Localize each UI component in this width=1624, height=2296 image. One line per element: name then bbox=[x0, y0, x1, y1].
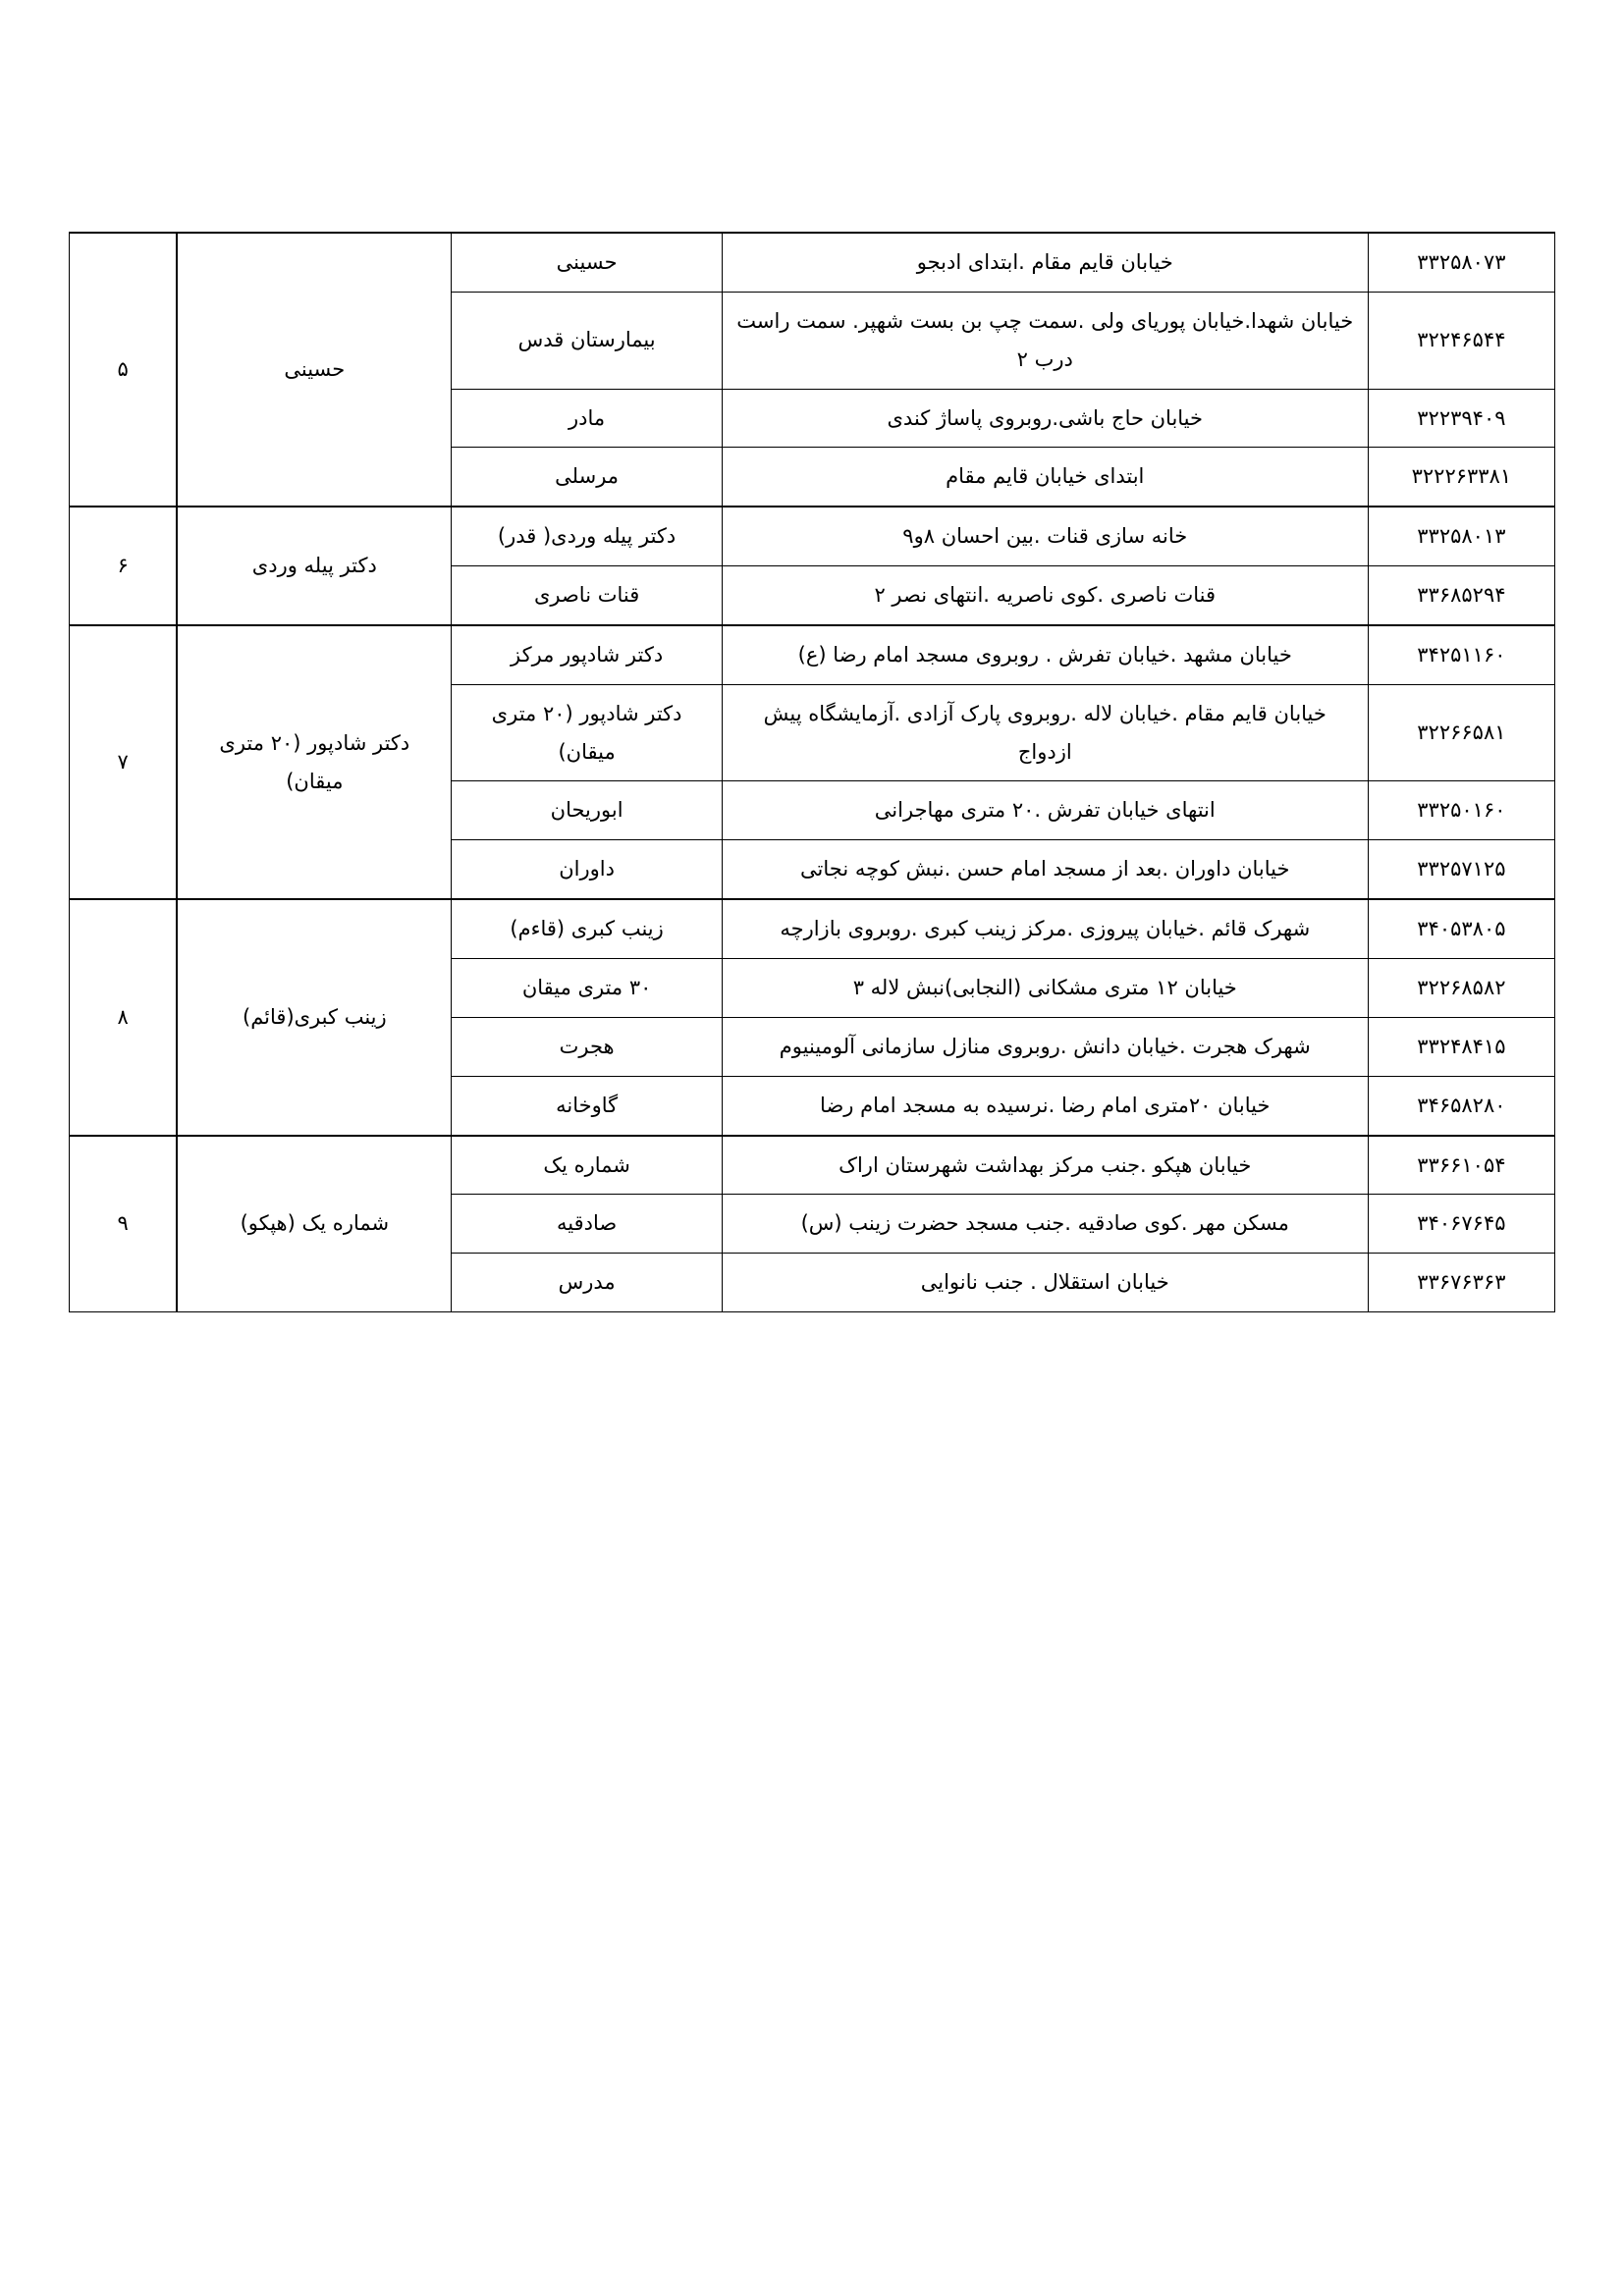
branch-name-cell: مرسلی bbox=[452, 448, 722, 507]
table-row bbox=[70, 233, 1555, 292]
branch-name-cell: گاوخانه bbox=[452, 1076, 722, 1135]
branch-name-cell: قنات ناصری bbox=[452, 566, 722, 625]
branch-name-cell: دکتر شادپور مرکز bbox=[452, 625, 722, 684]
phone-cell: ۳۳۲۴۸۴۱۵ bbox=[1368, 1017, 1554, 1076]
branch-name-cell: حسینی bbox=[452, 233, 722, 292]
group-name-cell: شماره یک (هپکو) bbox=[177, 1136, 452, 1312]
address-cell: خانه سازی قنات .بین احسان ۸و۹ bbox=[722, 507, 1368, 565]
address-cell: قنات ناصری .کوی ناصریه .انتهای نصر ۲ bbox=[722, 566, 1368, 625]
group-name-cell: زینب کبری(قائم) bbox=[177, 899, 452, 1135]
address-cell: خیابان هپکو .جنب مرکز بهداشت شهرستان اراک bbox=[722, 1136, 1368, 1195]
address-cell: شهرک قائم .خیابان پیروزی .مرکز زینب کبری .روبروی بازارچه bbox=[722, 899, 1368, 958]
branch-name-cell: صادقیه bbox=[452, 1195, 722, 1254]
branch-name-cell: داوران bbox=[452, 840, 722, 899]
directory-table-body bbox=[70, 233, 1555, 1312]
phone-cell: ۳۳۲۵۷۱۲۵ bbox=[1368, 840, 1554, 899]
address-cell: انتهای خیابان تفرش .۲۰ متری مهاجرانی bbox=[722, 781, 1368, 840]
address-cell: خیابان قایم مقام .ابتدای ادبجو bbox=[722, 233, 1368, 292]
branch-name-cell: بیمارستان قدس bbox=[452, 292, 722, 389]
address-cell: ابتدای خیابان قایم مقام bbox=[722, 448, 1368, 507]
phone-cell: ۳۳۲۵۸۰۱۳ bbox=[1368, 507, 1554, 565]
phone-cell: ۳۲۲۶۸۵۸۲ bbox=[1368, 958, 1554, 1017]
phone-cell: ۳۲۲۴۶۵۴۴ bbox=[1368, 292, 1554, 389]
branch-name-cell: هجرت bbox=[452, 1017, 722, 1076]
phone-cell: ۳۳۲۵۰۱۶۰ bbox=[1368, 781, 1554, 840]
table-row bbox=[70, 1136, 1555, 1195]
address-cell: مسکن مهر .کوی صادقیه .جنب مسجد حضرت زینب (س) bbox=[722, 1195, 1368, 1254]
address-cell: خیابان قایم مقام .خیابان لاله .روبروی پارک آزادی .آزمایشگاه پیش ازدواج bbox=[722, 684, 1368, 781]
phone-cell: ۳۳۲۵۸۰۷۳ bbox=[1368, 233, 1554, 292]
phone-cell: ۳۳۶۸۵۲۹۴ bbox=[1368, 566, 1554, 625]
table-row bbox=[70, 625, 1555, 684]
group-name-cell: حسینی bbox=[177, 233, 452, 507]
group-name-cell: دکتر شادپور (۲۰ متری میقان) bbox=[177, 625, 452, 899]
address-cell: خیابان استقلال . جنب نانوایی bbox=[722, 1254, 1368, 1312]
table-row bbox=[70, 507, 1555, 565]
address-cell: شهرک هجرت .خیابان دانش .روبروی منازل سازمانی آلومینیوم bbox=[722, 1017, 1368, 1076]
address-cell: خیابان داوران .بعد از مسجد امام حسن .نبش کوچه نجاتی bbox=[722, 840, 1368, 899]
branch-name-cell: دکتر شادپور (۲۰ متری میقان) bbox=[452, 684, 722, 781]
address-cell: خیابان ۲۰متری امام رضا .نرسیده به مسجد امام رضا bbox=[722, 1076, 1368, 1135]
address-cell: خیابان ۱۲ متری مشکانی (النجابی)نبش لاله ۳ bbox=[722, 958, 1368, 1017]
address-cell: خیابان مشهد .خیابان تفرش . روبروی مسجد امام رضا (ع) bbox=[722, 625, 1368, 684]
phone-cell: ۳۲۲۶۶۵۸۱ bbox=[1368, 684, 1554, 781]
group-index-cell: ۸ bbox=[70, 899, 178, 1135]
group-index-cell: ۷ bbox=[70, 625, 178, 899]
branch-name-cell: ۳۰ متری میقان bbox=[452, 958, 722, 1017]
phone-cell: ۳۴۶۵۸۲۸۰ bbox=[1368, 1076, 1554, 1135]
health-center-directory-table bbox=[69, 232, 1555, 1312]
phone-cell: ۳۲۲۳۹۴۰۹ bbox=[1368, 389, 1554, 448]
group-index-cell: ۹ bbox=[70, 1136, 178, 1312]
group-index-cell: ۵ bbox=[70, 233, 178, 507]
group-index-cell: ۶ bbox=[70, 507, 178, 625]
phone-cell: ۳۲۲۲۶۳۳۸۱ bbox=[1368, 448, 1554, 507]
address-cell: خیابان شهدا.خیابان پوریای ولی .سمت چپ بن بست شهپر. سمت راست درب ۲ bbox=[722, 292, 1368, 389]
group-name-cell: دکتر پیله وردی bbox=[177, 507, 452, 625]
table-row bbox=[70, 899, 1555, 958]
branch-name-cell: ابوریحان bbox=[452, 781, 722, 840]
branch-name-cell: دکتر پیله وردی( قدر) bbox=[452, 507, 722, 565]
address-cell: خیابان حاج باشی.روبروی پاساژ کندی bbox=[722, 389, 1368, 448]
phone-cell: ۳۴۰۵۳۸۰۵ bbox=[1368, 899, 1554, 958]
branch-name-cell: مادر bbox=[452, 389, 722, 448]
phone-cell: ۳۴۰۶۷۶۴۵ bbox=[1368, 1195, 1554, 1254]
phone-cell: ۳۴۲۵۱۱۶۰ bbox=[1368, 625, 1554, 684]
phone-cell: ۳۳۶۶۱۰۵۴ bbox=[1368, 1136, 1554, 1195]
phone-cell: ۳۳۶۷۶۳۶۳ bbox=[1368, 1254, 1554, 1312]
branch-name-cell: شماره یک bbox=[452, 1136, 722, 1195]
branch-name-cell: مدرس bbox=[452, 1254, 722, 1312]
branch-name-cell: زینب کبری (قاءم) bbox=[452, 899, 722, 958]
